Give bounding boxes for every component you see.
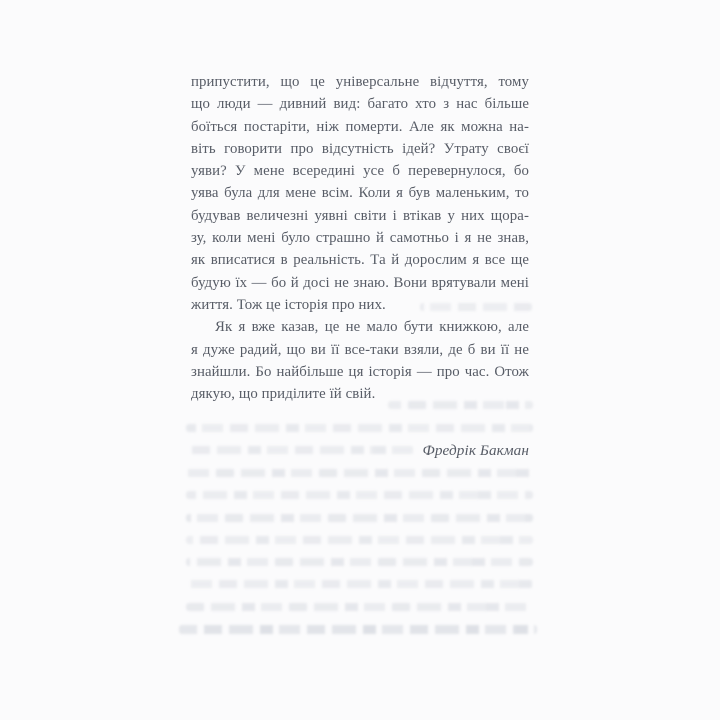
bleedthrough-line [186,536,533,544]
text-line: знайшли. Бо найбільше ця історія — про час. Отож [191,363,529,380]
text-line: будую їх — бо й досі не знаю. Вони врятували мені [191,274,529,291]
bleedthrough-line [186,491,533,499]
bleedthrough-line [186,469,533,477]
bleedthrough-line [179,625,537,634]
text-line: припустити, що це універсальне відчуття, тому [191,74,529,90]
text-block [191,71,529,463]
bleedthrough-line [186,514,533,522]
text-line: Як я вже казав, це не мало бути книжкою, але [215,319,529,336]
text-line: зу, коли мені було страшно й самотньо і я не знав, [191,230,529,247]
author-signature: Фредрік Бакман [422,442,529,460]
text-line: уяви? У мене всередині усе б перевернулося, бо [191,163,529,180]
text-line: як вписатися в реальність. Та й дорослим я все ще [191,252,529,269]
bleedthrough-line [186,603,533,611]
text-line: я дуже радий, що ви її все-таки взяли, де б ви її не [191,341,529,358]
text-line: боїться постаріти, ніж померти. Але як можна на- [191,118,529,135]
text-line: віть говорити про відсутність ідей? Утрату своєї [191,140,529,157]
text-line: будував величезні уявні світи і втікав у них щора- [191,207,529,224]
bleedthrough-line [186,580,533,588]
text-line: що люди — дивний вид: багато хто з нас більше [191,96,529,113]
text-line: дякую, що приділите їй свій. [191,386,376,403]
text-line: життя. Тож це історія про них. [191,296,386,313]
text-line: уява була для мене всім. Коли я був маленьким, то [191,185,529,202]
bleedthrough-line [186,558,533,566]
